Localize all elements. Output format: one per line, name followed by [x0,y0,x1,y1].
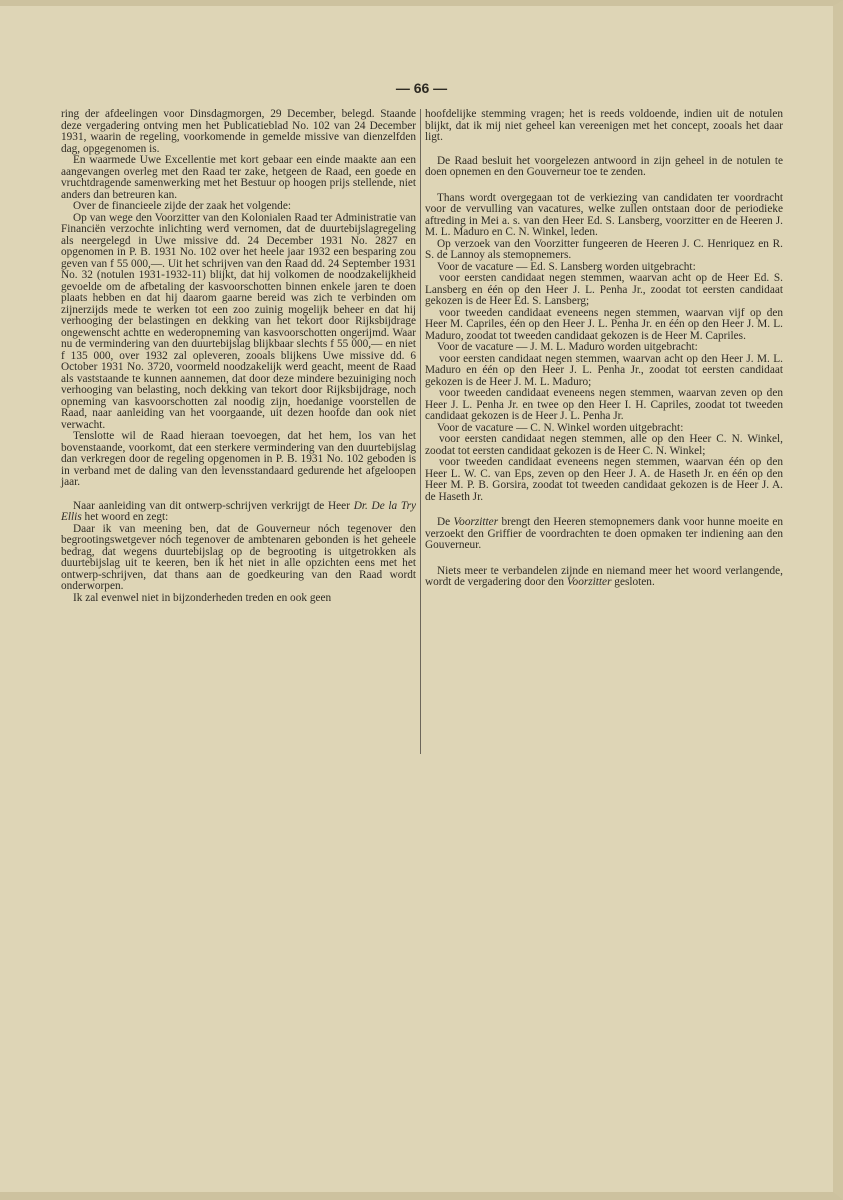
left-paragraph-3: Over de financieele zijde der zaak het volgende: [73,200,291,212]
right-paragraph-3: Thans wordt overgegaan tot de verkiezing van candidaten ter voordracht voor de vervulling van vacatures, welke zullen ontstaan door de periodieke aftreding in Mei a. s. van den Heer Ed. S. Lansberg, voorzitter en de Heeren J. M. L. Maduro en C. N. Winkel, leden. [425,191,783,238]
right-paragraph-1: hoofdelijke stemming vragen; het is reeds voldoende, indien uit de notulen blijkt, dat ik mij niet geheel kan vereenigen met het concept, zooals het daar ligt. [425,108,783,143]
right-column [425,109,783,589]
left-paragraph-7: Daar ik van meening ben, dat de Gouverneur nóch tegenover den begrootingswetgever nóch tegenover de ambtenaren gebonden is het geheele bedrag, dat wegens duurtebijslag op de begrooting is uitgetrokken als duurtebijslag uit te keeren, ben ik het niet in alle opzichten eens met het ontwerp-schrijven, dat thans aan de goedkeuring van den Raad wordt onderworpen. [61,522,416,592]
right-paragraph-8: Voor de vacature — J. M. L. Maduro worden uitgebracht: [437,341,698,353]
right-paragraph-4: Op verzoek van den Voorzitter fungeeren de Heeren J. C. Henriquez en R. S. de Lannoy als stemopnemers. [425,237,783,261]
left-paragraph-8: Ik zal evenwel niet in bijzonderheden treden en ook geen [73,591,332,604]
right-paragraph-15-start: Niets meer te verbandelen zijnde en niemand meer het woord verlangende, wordt de vergadering door den [425,564,783,588]
column-divider [420,109,421,754]
right-paragraph-13: voor tweeden candidaat eveneens negen stemmen, waarvan één op den Heer L. W. C. van Eps, zeven op den Heer J. A. de Haseth Jr. en één op den Heer M. P. B. Gorsira, zoodat tot tweeden candidaat gekozen is de Heer J. A. de Haseth Jr. [425,456,783,503]
right-paragraph-10: voor tweeden candidaat eveneens negen stemmen, waarvan zeven op den Heer J. L. Penha Jr. en twee op den Heer I. H. Capriles, zoodat tot tweeden candidaat gekozen is de Heer J. L. Penha Jr. [425,387,783,422]
left-column [61,109,416,604]
right-paragraph-6: voor eersten candidaat negen stemmen, waarvan acht op de Heer Ed. S. Lansberg en één op den Heer J. L. Penha Jr., zoodat tot eersten candidaat gekozen is de Heer Ed. S. Lansberg; [425,272,783,307]
chairman-reference-closing: Voorzitter [566,576,612,588]
right-paragraph-15-end: gesloten. [611,576,655,588]
chairman-reference: Voorzitter [453,516,499,528]
right-paragraph-2: De Raad besluit het voorgelezen antwoord in zijn geheel in de notulen te doen opnemen en den Gouverneur toe te zenden. [425,154,783,178]
right-paragraph-9: voor eersten candidaat negen stemmen, waarvan acht op den Heer J. M. L. Maduro en één op den Heer J. L. Penha Jr., zoodat tot eersten candidaat gekozen is de Heer J. M. L. Maduro; [425,352,783,388]
left-paragraph-5: Tenslotte wil de Raad hieraan toevoegen, dat het hem, los van het bovenstaande, voorkomt, dat een sterkere vermindering van den duurtebijslag dan verkregen door de regeling opgenomen in P. B. 1931 No. 102 geboden is in verband met de daling van den levensstandaard gedurende het afgeloopen jaar. [61,430,416,488]
right-paragraph-11: Voor de vacature — C. N. Winkel worden uitgebracht: [437,421,684,434]
left-paragraph-2: En waarmede Uwe Excellentie met kort gebaar een einde maakte aan een aangevangen overleg met den Raad ter zake, hetgeen de Raad, een goede en vruchtdragende samenwerking met het Bestuur op hoogen prijs stellende, niet anders dan betreuren kan. [61,154,416,201]
left-paragraph-6 [61,501,416,524]
right-paragraph-5: Voor de vacature — Ed. S. Lansberg worden uitgebracht: [437,260,696,273]
right-paragraph-14-end: brengt den Heeren stemopnemers dank voor hunne moeite en verzoekt den Griffier de voordrachten te doen opmaken ter indiening aan den Gouverneur. [425,516,783,551]
speaker-name: Dr. De la Try Ellis [61,499,416,523]
right-paragraph-12: voor eersten candidaat negen stemmen, alle op den Heer C. N. Winkel, zoodat tot eersten candidaat gekozen is de Heer C. N. Winkel; [425,433,783,457]
left-paragraph-6-end: het woord en zegt: [81,511,169,523]
left-paragraph-4: Op van wege den Voorzitter van den Kolonialen Raad ter Administratie van Financiën verzochte inlichting werd vernomen, dat de duurtebijslagregeling als neergelegd in Uwe missive dd. 24 December 1931 No. 2827 en opgenomen in P. B. 1931 No. 102 over het heele jaar 1932 een besparing zou geven van f 55 000,—. Uit het schrijven van den Raad dd. 24 September 1931 No. 32 (notulen 1931-1932-11) blijkt, dat hij volkomen de noodzakelijkheid gevoelde om de afbetaling der kasvoorschotten binnen enkele jaren te doen plaats hebben en dat hij daarom gaarne bereid was zich te verbinden om zijnerzijds mede te werken tot een zoo zuinig mogelijk beheer en dat hij verhooging der belastingen en dekking van het tekort door Rijksbijdrage ongewenscht achtte en wederopneming van kasvoorschotten ongerijmd. Waar nu de vermindering van den duurtebijslag blijkbaar slechts f 55 000,— en niet f 135 000, over 1932 zal opleveren, zooals blijkens Uwe missive dd. 6 October 1931 No. 3720, voormeld noodzakelijk werd geacht, meent de Raad als vaststaande te kunnen aannemen, dat door deze mindere bezuiniging noch verhooging van belasting, noch dekking van tekort door Rijksbijdrage, noch opneming van kasvoorschotten zal noodig zijn, hoedanige voorstellen de Raad, naar aanleiding van het voorgaande, uit dezen hoofde dan ook niet verwacht. [61,211,416,431]
right-paragraph-14-start: De [437,516,454,528]
right-paragraph-15 [425,566,783,589]
right-paragraph-14 [425,517,783,552]
page-number: — 66 — [395,80,448,96]
left-paragraph-6-start: Naar aanleiding van dit ontwerp-schrijven verkrijgt de Heer [73,499,354,512]
right-paragraph-7: voor tweeden candidaat eveneens negen stemmen, waarvan vijf op den Heer M. Capriles, één op den Heer J. L. Penha Jr. en één op den Heer J. M. L. Maduro, zoodat tot tweeden candidaat gekozen is de Heer M. Capriles. [425,306,783,342]
left-paragraph-1: ring der afdeelingen voor Dinsdagmorgen, 29 December, belegd. Staande deze vergadering ontving men het Publicatieblad No. 102 van 24 December 1931, waarin de regeling, voorkomende in gemelde missive van dienzelfden dag, opgegenomen is. [61,108,416,155]
